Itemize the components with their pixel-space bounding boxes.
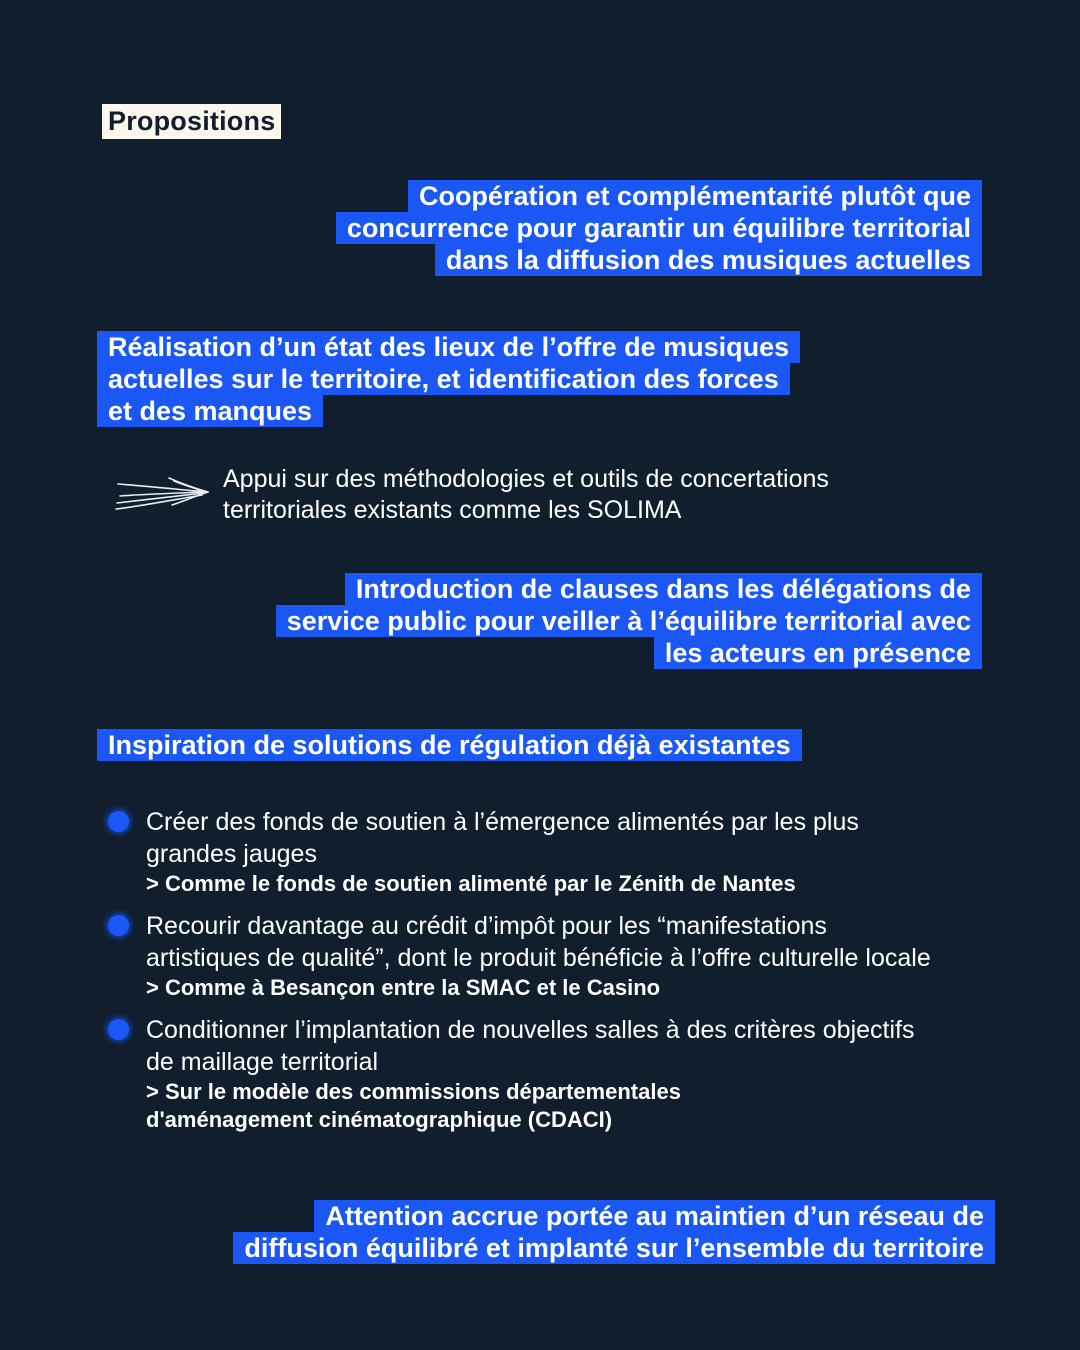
highlight-line: concurrence pour garantir un équilibre territorial xyxy=(336,212,982,244)
highlight-line: Coopération et complémentarité plutôt que xyxy=(408,180,982,212)
highlight-line: service public pour veiller à l’équilibre territorial avec xyxy=(276,605,982,637)
bullet-reference xyxy=(146,870,1006,898)
list-item xyxy=(106,806,1006,898)
bullet-reference-line: > Comme à Besançon entre la SMAC et le Casino xyxy=(146,975,661,1000)
bullet-reference xyxy=(146,974,1006,1002)
highlight-line: dans la diffusion des musiques actuelles xyxy=(435,244,982,276)
bullet-text xyxy=(146,1014,1006,1078)
bullet-text-line: Conditionner l’implantation de nouvelles salles à des critères objectifs xyxy=(146,1016,915,1044)
bullet-text-line: de maillage territorial xyxy=(146,1048,379,1076)
highlight-line: actuelles sur le territoire, et identification des forces xyxy=(97,363,790,395)
bullet-dot-icon xyxy=(108,1019,129,1040)
highlight-cooperation xyxy=(336,180,982,276)
highlight-line: Introduction de clauses dans les délégations de xyxy=(345,573,982,605)
highlight-line: Attention accrue portée au maintien d’un réseau de xyxy=(314,1200,995,1232)
arrow-icon xyxy=(114,472,214,512)
bullet-dot-icon xyxy=(108,915,129,936)
bullet-text-line: Créer des fonds de soutien à l’émergence alimentés par les plus xyxy=(146,808,859,836)
bullet-reference-line: > Comme le fonds de soutien alimenté par le Zénith de Nantes xyxy=(146,871,796,896)
bullet-reference-line: d'aménagement cinématographique (CDACI) xyxy=(146,1107,613,1132)
bullet-text xyxy=(146,806,1006,870)
bullet-dot-icon xyxy=(108,811,129,832)
bullet-text-line: grandes jauges xyxy=(146,840,317,868)
highlight-inspiration xyxy=(97,729,802,761)
highlight-attention xyxy=(233,1200,995,1264)
bullet-text-line: Recourir davantage au crédit d’impôt pour les “manifestations xyxy=(146,912,827,940)
bullet-text-line: artistiques de qualité”, dont le produit bénéficie à l’offre culturelle locale xyxy=(146,944,931,972)
highlight-line: et des manques xyxy=(97,395,323,427)
list-item xyxy=(106,1014,1006,1134)
highlight-line: Réalisation d’un état des lieux de l’offre de musiques xyxy=(97,331,800,363)
list-item xyxy=(106,910,1006,1002)
bullet-list xyxy=(106,806,1006,1146)
section-label: Propositions xyxy=(102,104,281,139)
note-line: territoriales existants comme les SOLIMA xyxy=(223,496,682,524)
highlight-line: les acteurs en présence xyxy=(654,637,982,669)
note-line: Appui sur des méthodologies et outils de concertations xyxy=(223,465,829,493)
note-text xyxy=(223,464,829,526)
highlight-line: Inspiration de solutions de régulation déjà existantes xyxy=(97,729,802,761)
bullet-reference-line: > Sur le modèle des commissions départementales xyxy=(146,1079,681,1104)
highlight-line: diffusion équilibré et implanté sur l’ensemble du territoire xyxy=(233,1232,995,1264)
bullet-reference xyxy=(146,1078,1006,1134)
highlight-clauses xyxy=(276,573,982,669)
highlight-etat-des-lieux xyxy=(97,331,800,427)
bullet-text xyxy=(146,910,1006,974)
